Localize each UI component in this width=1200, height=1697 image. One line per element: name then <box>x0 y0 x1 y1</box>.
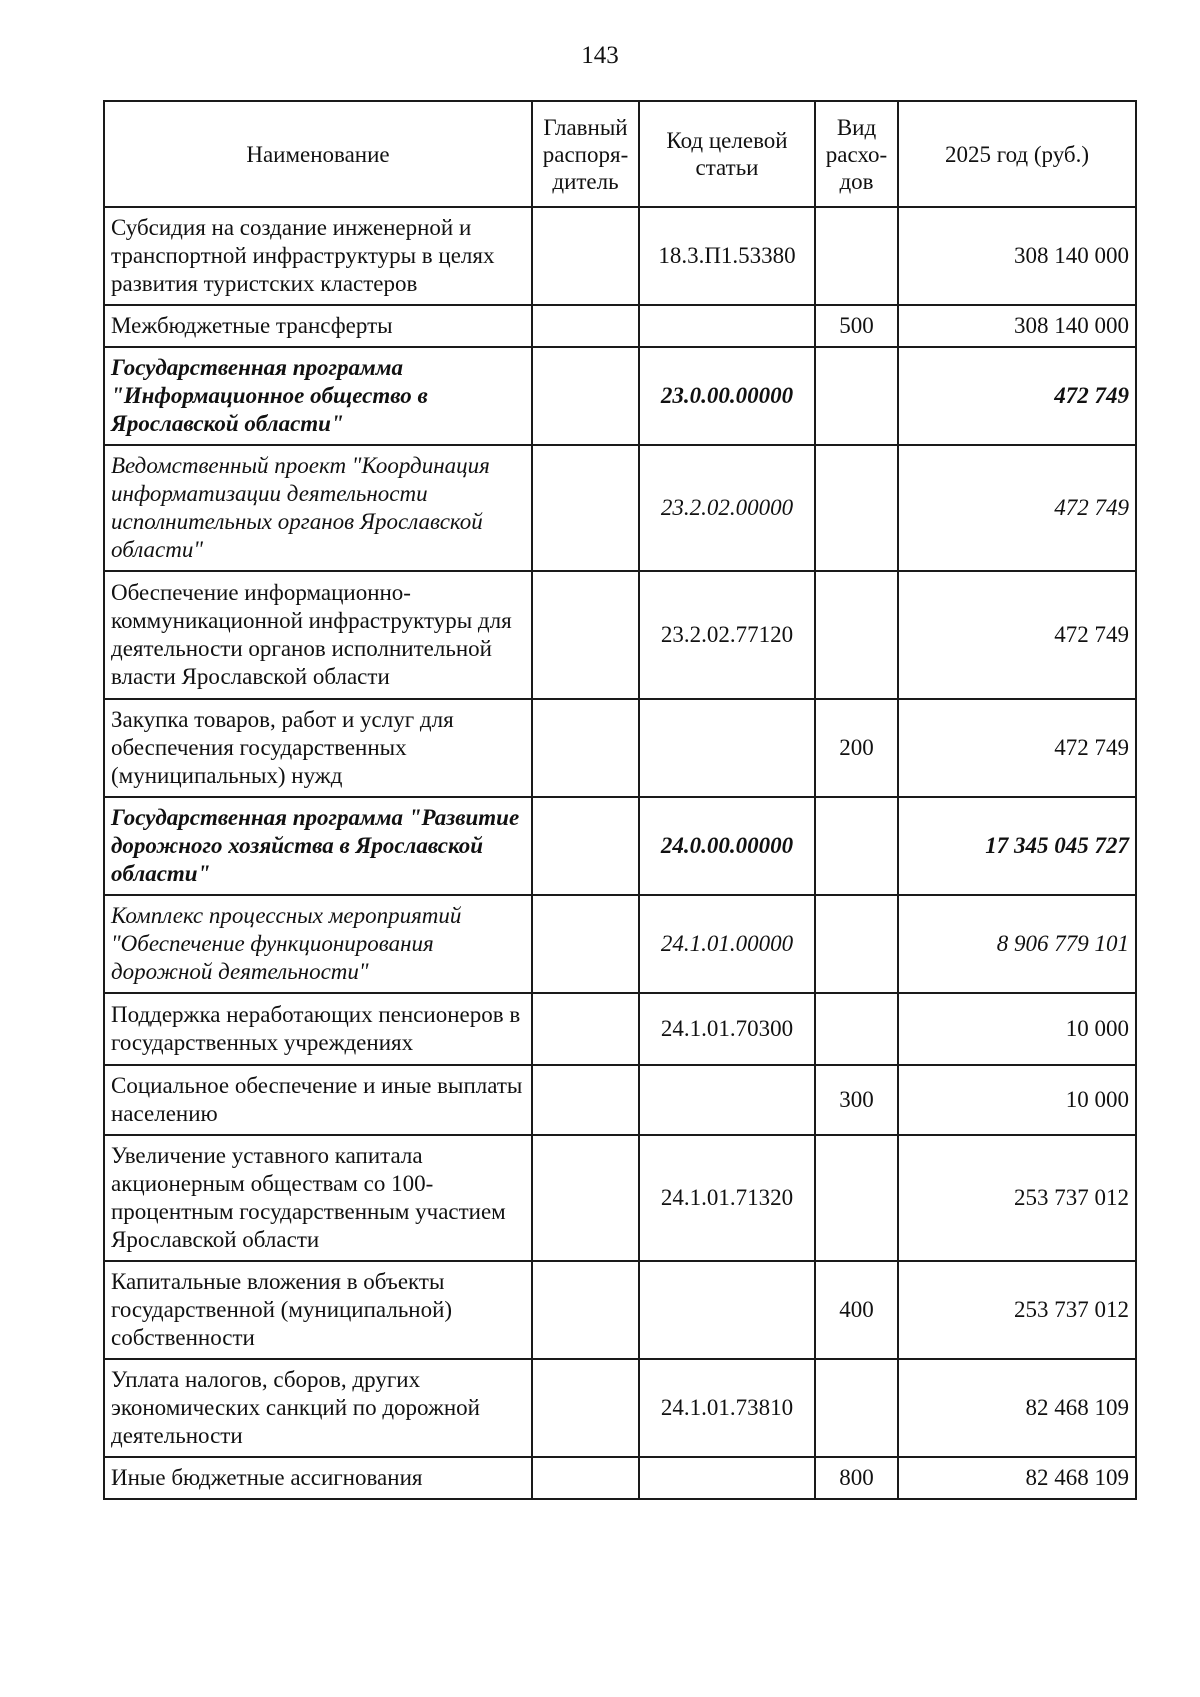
table-row <box>104 207 1136 305</box>
table-row <box>104 1359 1136 1457</box>
cell-admin <box>532 1065 639 1135</box>
cell-amount: 8 906 779 101 <box>898 895 1136 993</box>
table-row <box>104 571 1136 699</box>
header-code: Код целевой статьи <box>639 101 815 207</box>
table-row <box>104 699 1136 797</box>
cell-name: Увеличение уставного капитала акционерным обществам со 100-процентным государственным участием Ярославской области <box>104 1135 532 1261</box>
cell-kind <box>815 1359 898 1457</box>
cell-kind <box>815 207 898 305</box>
cell-name: Обеспечение информационно-коммуникационной инфраструктуры для деятельности органов исполнительной власти Ярославской области <box>104 571 532 699</box>
cell-name: Государственная программа "Информационное общество в Ярославской области" <box>104 347 532 445</box>
table-row <box>104 1135 1136 1261</box>
cell-amount: 82 468 109 <box>898 1457 1136 1499</box>
cell-amount: 10 000 <box>898 1065 1136 1135</box>
cell-amount: 472 749 <box>898 571 1136 699</box>
table-row <box>104 1457 1136 1499</box>
cell-code <box>639 1457 815 1499</box>
cell-kind <box>815 347 898 445</box>
header-amount: 2025 год (руб.) <box>898 101 1136 207</box>
cell-name: Закупка товаров, работ и услуг для обеспечения государственных (муниципальных) нужд <box>104 699 532 797</box>
table-row <box>104 1261 1136 1359</box>
cell-amount: 10 000 <box>898 993 1136 1065</box>
header-admin: Главный распоря-дитель <box>532 101 639 207</box>
cell-code <box>639 305 815 347</box>
cell-admin <box>532 207 639 305</box>
cell-code: 24.1.01.00000 <box>639 895 815 993</box>
cell-admin <box>532 797 639 895</box>
cell-admin <box>532 1261 639 1359</box>
cell-admin <box>532 1135 639 1261</box>
cell-admin <box>532 993 639 1065</box>
table-row <box>104 305 1136 347</box>
table-header-row <box>104 101 1136 207</box>
cell-name: Государственная программа "Развитие дорожного хозяйства в Ярославской области" <box>104 797 532 895</box>
cell-amount: 253 737 012 <box>898 1261 1136 1359</box>
cell-kind <box>815 895 898 993</box>
cell-amount: 472 749 <box>898 347 1136 445</box>
cell-kind: 500 <box>815 305 898 347</box>
cell-code: 24.1.01.70300 <box>639 993 815 1065</box>
cell-amount: 308 140 000 <box>898 305 1136 347</box>
cell-admin <box>532 1457 639 1499</box>
cell-code: 24.1.01.71320 <box>639 1135 815 1261</box>
table-row <box>104 445 1136 571</box>
cell-amount: 17 345 045 727 <box>898 797 1136 895</box>
cell-name: Капитальные вложения в объекты государственной (муниципальной) собственности <box>104 1261 532 1359</box>
cell-kind: 800 <box>815 1457 898 1499</box>
cell-code: 23.2.02.00000 <box>639 445 815 571</box>
cell-amount: 82 468 109 <box>898 1359 1136 1457</box>
cell-name: Социальное обеспечение и иные выплаты населению <box>104 1065 532 1135</box>
cell-admin <box>532 1359 639 1457</box>
cell-kind: 400 <box>815 1261 898 1359</box>
table-row <box>104 347 1136 445</box>
cell-code <box>639 1065 815 1135</box>
cell-admin <box>532 699 639 797</box>
table-row <box>104 993 1136 1065</box>
page-number: 143 <box>581 42 619 69</box>
header-kind: Вид расхо-дов <box>815 101 898 207</box>
cell-kind: 300 <box>815 1065 898 1135</box>
cell-name: Межбюджетные трансферты <box>104 305 532 347</box>
cell-kind: 200 <box>815 699 898 797</box>
cell-kind <box>815 445 898 571</box>
cell-kind <box>815 797 898 895</box>
cell-kind <box>815 993 898 1065</box>
cell-admin <box>532 445 639 571</box>
cell-kind <box>815 571 898 699</box>
cell-code: 18.3.П1.53380 <box>639 207 815 305</box>
table-row <box>104 1065 1136 1135</box>
cell-code: 24.0.00.00000 <box>639 797 815 895</box>
cell-admin <box>532 571 639 699</box>
cell-kind <box>815 1135 898 1261</box>
cell-admin <box>532 305 639 347</box>
cell-admin <box>532 895 639 993</box>
cell-name: Уплата налогов, сборов, других экономических санкций по дорожной деятельности <box>104 1359 532 1457</box>
cell-code: 23.0.00.00000 <box>639 347 815 445</box>
cell-amount: 308 140 000 <box>898 207 1136 305</box>
header-name: Наименование <box>104 101 532 207</box>
table-row <box>104 797 1136 895</box>
cell-name: Иные бюджетные ассигнования <box>104 1457 532 1499</box>
cell-code <box>639 1261 815 1359</box>
cell-name: Поддержка неработающих пенсионеров в государственных учреждениях <box>104 993 532 1065</box>
cell-amount: 253 737 012 <box>898 1135 1136 1261</box>
cell-name: Субсидия на создание инженерной и транспортной инфраструктуры в целях развития туристских кластеров <box>104 207 532 305</box>
table-row <box>104 895 1136 993</box>
table-body <box>104 207 1136 1499</box>
cell-code: 24.1.01.73810 <box>639 1359 815 1457</box>
cell-admin <box>532 347 639 445</box>
cell-code: 23.2.02.77120 <box>639 571 815 699</box>
cell-amount: 472 749 <box>898 699 1136 797</box>
cell-name: Комплекс процессных мероприятий "Обеспечение функционирования дорожной деятельности" <box>104 895 532 993</box>
cell-name: Ведомственный проект "Координация информатизации деятельности исполнительных органов Ярославской области" <box>104 445 532 571</box>
budget-table <box>103 100 1137 1500</box>
cell-amount: 472 749 <box>898 445 1136 571</box>
cell-code <box>639 699 815 797</box>
